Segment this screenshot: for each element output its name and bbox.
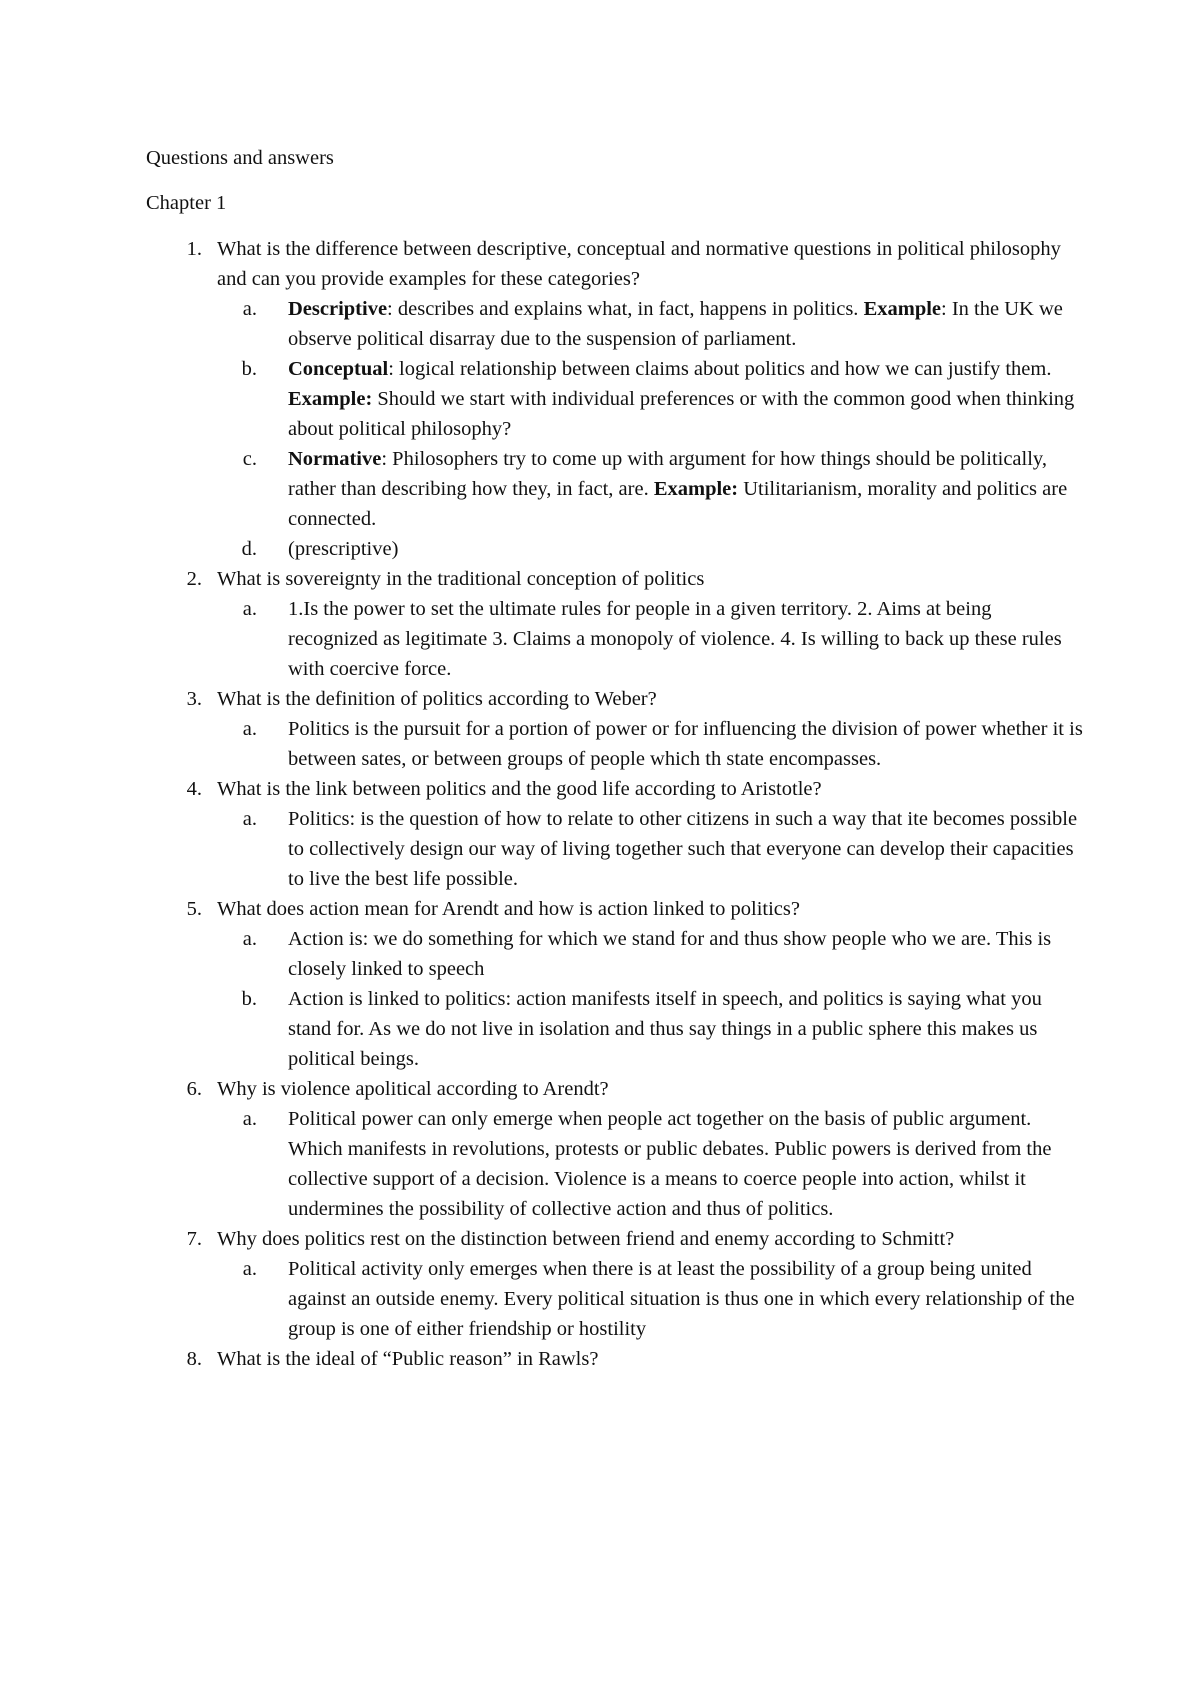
answer-text (288, 808, 1077, 890)
answer-text-run: Should we start with individual preferences or with the common good when thinking about political philosophy? (288, 388, 1075, 440)
answer-item (217, 594, 1086, 684)
answer-letter: b. (241, 988, 257, 1010)
answer-text-run: Political power can only emerge when people act together on the basis of public argument. Which manifests in revolutions, protests or public debates. Public powers is derived from the collective support of a decision. Violence is a means to coerce people into action, whilst it undermines the possibility of collective action and thus of politics. (288, 1108, 1052, 1220)
answer-list (217, 594, 1086, 684)
answer-text-run: : In the UK we observe political disarray due to the suspension of parliament. (288, 298, 1063, 350)
question-item (146, 234, 1086, 294)
answer-text-run: : logical relationship between claims about politics and how we can justify them. (388, 358, 1052, 380)
answer-text-run: Politics: is the question of how to relate to other citizens in such a way that ite becomes possible to collectively design our way of living together such that everyone can develop their capacities to live the best life possible. (288, 808, 1078, 890)
question-item (146, 684, 1086, 714)
answer-letter: b. (241, 358, 257, 380)
answer-text-run: Political activity only emerges when there is at least the possibility of a group being united against an outside enemy. Every political situation is thus one in which every relationship of the group is one of either friendship or hostility (288, 1258, 1075, 1340)
answer-text (288, 1108, 1051, 1220)
answer-text-run: Action is: we do something for which we stand for and thus show people who we are. This is closely linked to speech (288, 928, 1052, 980)
answer-item (217, 444, 1086, 534)
question-text: What is the definition of politics according to Weber? (217, 688, 657, 710)
answer-text (288, 718, 1083, 770)
question-number: 8. (186, 1348, 202, 1370)
answer-letter: a. (242, 928, 257, 950)
answer-list (217, 804, 1086, 894)
answer-letter: a. (242, 808, 257, 830)
answer-text (288, 538, 398, 560)
question-number: 4. (186, 778, 202, 800)
question-number: 1. (186, 238, 202, 260)
answer-list (217, 1104, 1086, 1224)
chapter-heading: Chapter 1 (146, 192, 227, 214)
document-title: Questions and answers (146, 147, 334, 169)
answer-text (288, 298, 1063, 350)
question-item (146, 1224, 1086, 1254)
answer-letter: c. (242, 448, 257, 470)
question-item (146, 564, 1086, 594)
answer-item (217, 534, 1086, 564)
question-item (146, 1344, 1086, 1374)
answer-item (217, 924, 1086, 984)
answer-bold-label: Example: (653, 478, 739, 500)
answer-item (217, 714, 1086, 774)
answer-text-run: : describes and explains what, in fact, happens in politics. (387, 298, 864, 320)
answer-list (217, 924, 1086, 1074)
question-text: Why does politics rest on the distinction between friend and enemy according to Schmitt? (217, 1228, 955, 1250)
answer-bold-label: Conceptual (288, 358, 389, 380)
answer-text (288, 598, 1062, 680)
question-number: 2. (186, 568, 202, 590)
answer-letter: a. (242, 1258, 257, 1280)
answer-letter: a. (242, 1108, 257, 1130)
answer-list (217, 1254, 1086, 1344)
question-list (146, 234, 1086, 1374)
answer-item (217, 294, 1086, 354)
question-number: 5. (186, 898, 202, 920)
answer-text (288, 928, 1051, 980)
answer-letter: a. (242, 298, 257, 320)
answer-text-run: 1.Is the power to set the ultimate rules for people in a given territory. 2. Aims at being recognized as legitimate 3. Claims a monopoly of violence. 4. Is willing to back up these rules with coercive force. (288, 598, 1062, 680)
answer-list (217, 294, 1086, 564)
answer-letter: a. (242, 598, 257, 620)
answer-bold-label: Normative (288, 448, 382, 470)
question-number: 3. (186, 688, 202, 710)
question-text: What is the ideal of “Public reason” in Rawls? (217, 1348, 599, 1370)
question-number: 7. (186, 1228, 202, 1250)
question-item (146, 1074, 1086, 1104)
answer-bold-label: Example: (288, 388, 373, 410)
answer-letter: d. (241, 538, 257, 560)
question-number: 6. (186, 1078, 202, 1100)
answer-text-run: Action is linked to politics: action manifests itself in speech, and politics is saying what you stand for. As we do not live in isolation and thus say things in a public sphere this makes us political beings. (288, 988, 1042, 1070)
answer-letter: a. (242, 718, 257, 740)
question-text: What does action mean for Arendt and how is action linked to politics? (217, 898, 800, 920)
question-text: What is the link between politics and the good life according to Aristotle? (217, 778, 822, 800)
answer-bold-label: Descriptive (288, 298, 388, 320)
answer-text (288, 1258, 1075, 1340)
answer-text-run: (prescriptive) (288, 538, 399, 560)
answer-item (217, 1104, 1086, 1224)
answer-bold-label: Example (863, 298, 942, 320)
question-item (146, 774, 1086, 804)
answer-item (217, 1254, 1086, 1344)
answer-item (217, 804, 1086, 894)
question-text: What is the difference between descriptive, conceptual and normative questions in political philosophy and can you provide examples for these categories? (217, 238, 1061, 290)
answer-list (217, 714, 1086, 774)
question-text: Why is violence apolitical according to Arendt? (217, 1078, 609, 1100)
answer-text (288, 988, 1042, 1070)
answer-text (288, 448, 1067, 530)
answer-text-run: : Philosophers try to come up with argument for how things should be politically, rather than describing how they, in fact, are. (288, 448, 1047, 500)
answer-text-run: Politics is the pursuit for a portion of power or for influencing the division of power whether it is between sates, or between groups of people which th state encompasses. (288, 718, 1083, 770)
question-text: What is sovereignty in the traditional conception of politics (217, 568, 705, 590)
answer-item (217, 984, 1086, 1074)
question-item (146, 894, 1086, 924)
answer-text-run: Utilitarianism, morality and politics are connected. (288, 478, 1068, 530)
answer-text (288, 358, 1074, 440)
answer-item (217, 354, 1086, 444)
